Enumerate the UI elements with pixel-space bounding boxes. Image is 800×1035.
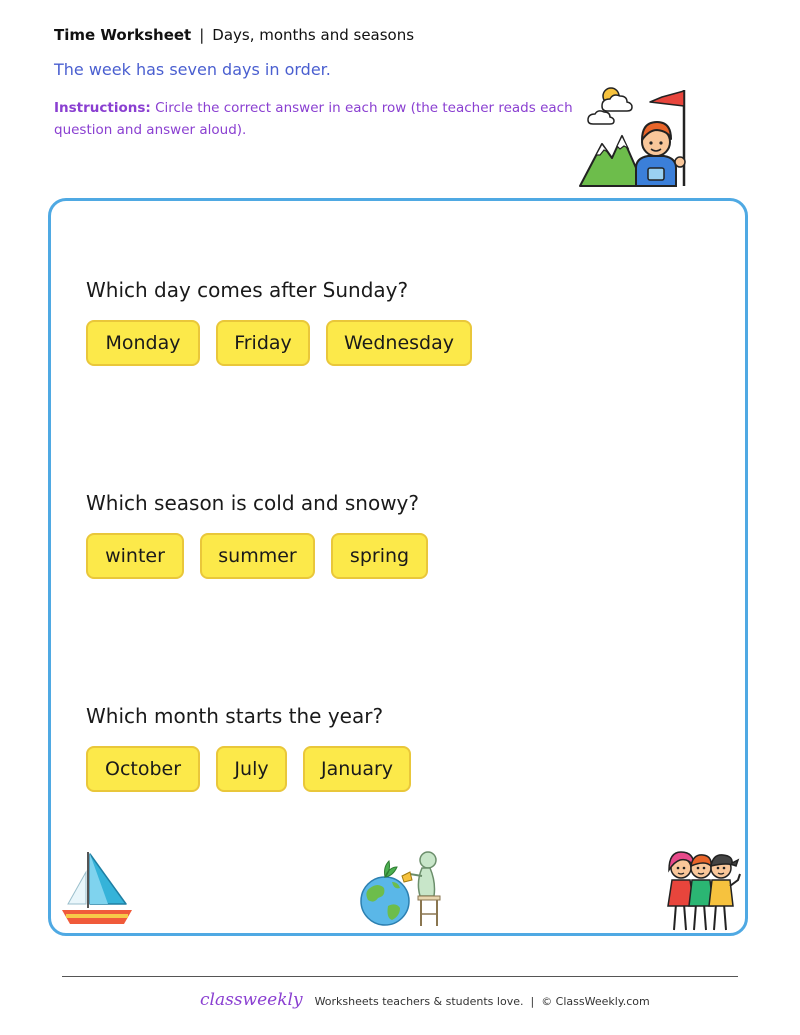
hiker-flag-mountain-icon: [578, 86, 692, 190]
footer: [200, 990, 650, 1010]
instructions-text: Circle the correct answer in each row (the teacher reads each question and answer aloud).: [54, 100, 573, 138]
footer-tagline: Worksheets teachers & students love.: [314, 995, 524, 1008]
option-october[interactable]: October: [86, 746, 200, 792]
instructions: [54, 97, 574, 141]
option-spring[interactable]: spring: [331, 533, 428, 579]
question-1-prompt: Which day comes after Sunday?: [86, 278, 409, 302]
option-winter[interactable]: winter: [86, 533, 184, 579]
question-2-options: [86, 533, 428, 579]
brand-logo: classweekly: [200, 990, 303, 1010]
earth-plant-icon: [358, 848, 442, 930]
option-summer[interactable]: summer: [200, 533, 315, 579]
footer-separator: |: [530, 995, 535, 1008]
option-wednesday[interactable]: Wednesday: [326, 320, 472, 366]
instructions-label: Instructions:: [54, 100, 151, 116]
footer-copyright: © ClassWeekly.com: [541, 995, 650, 1008]
sailboat-icon: [60, 848, 134, 930]
option-january[interactable]: January: [303, 746, 411, 792]
question-1-options: [86, 320, 472, 366]
kids-group-icon: [664, 846, 742, 932]
option-friday[interactable]: Friday: [216, 320, 310, 366]
header-separator: |: [199, 26, 205, 44]
question-3-options: [86, 746, 411, 792]
worksheet-topic: Days, months and seasons: [212, 26, 415, 44]
question-2-prompt: Which season is cold and snowy?: [86, 491, 420, 515]
worksheet-header: [54, 26, 414, 44]
worksheet-subtitle: The week has seven days in order.: [54, 60, 331, 79]
option-monday[interactable]: Monday: [86, 320, 200, 366]
option-july[interactable]: July: [216, 746, 287, 792]
question-3-prompt: Which month starts the year?: [86, 704, 384, 728]
worksheet-title: Time Worksheet: [54, 26, 192, 44]
footer-divider: [62, 976, 738, 977]
